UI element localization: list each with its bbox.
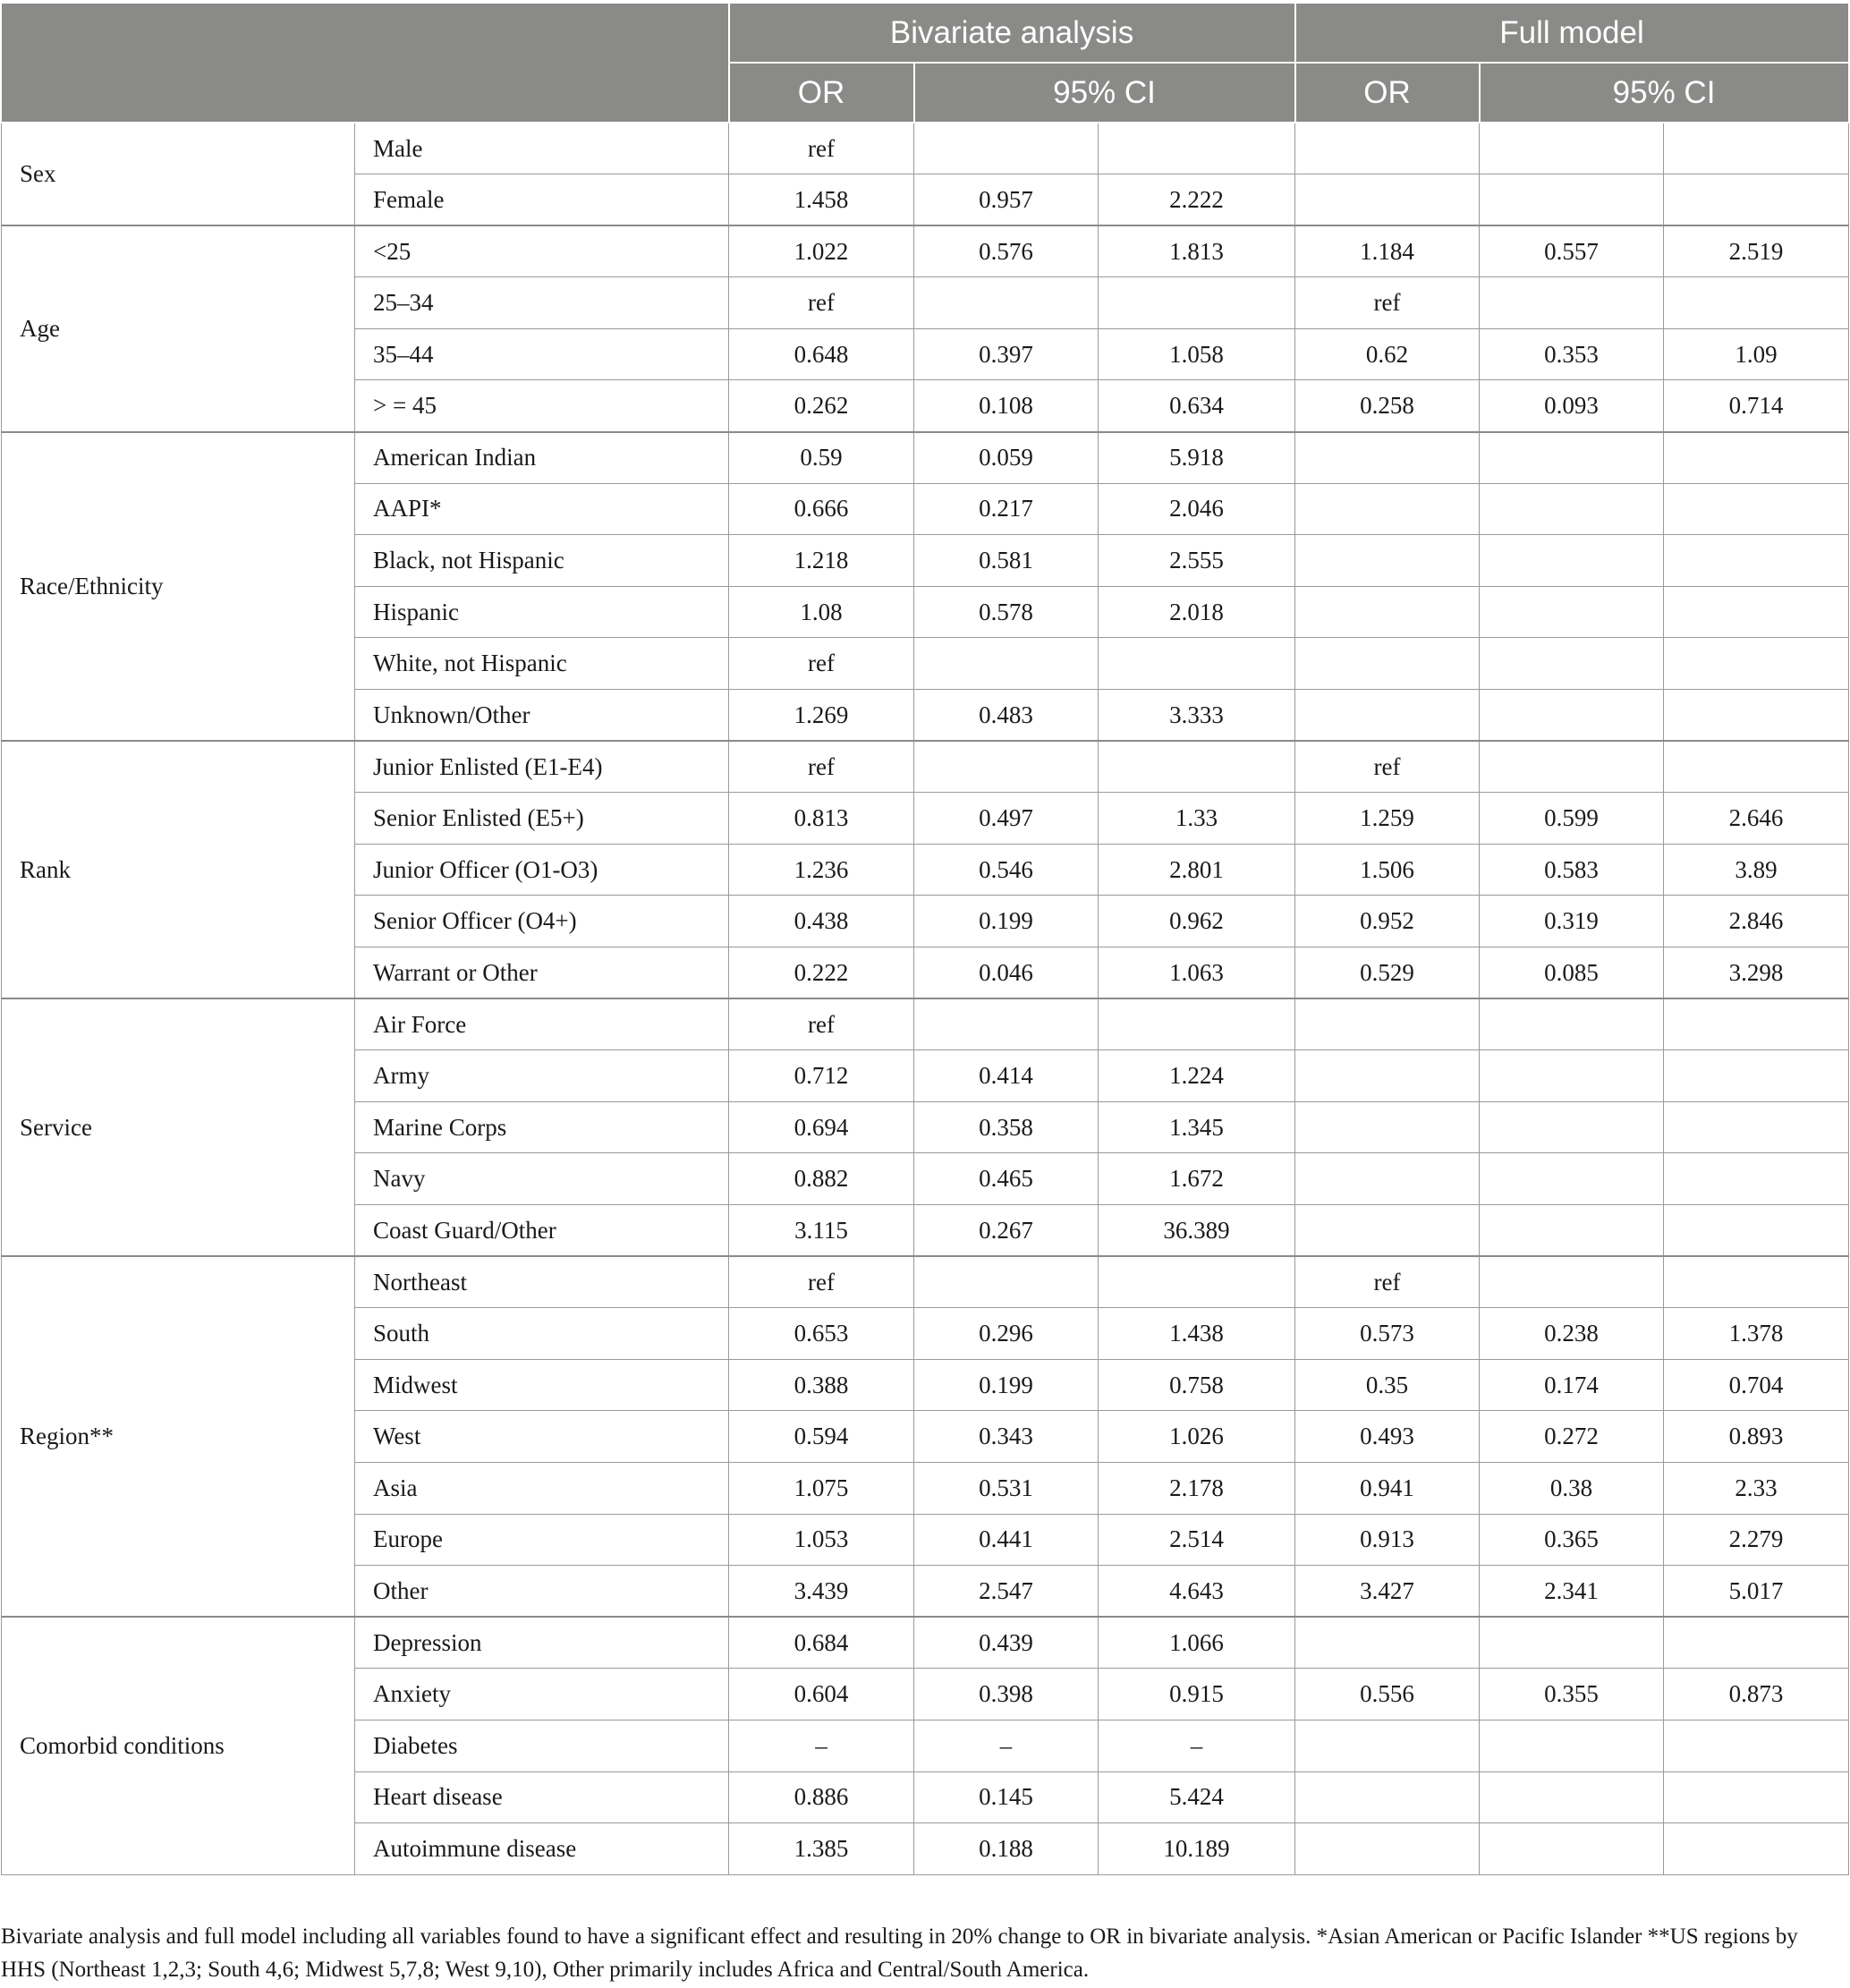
full-ci-low-cell [1480,998,1664,1050]
full-or-cell: 1.259 [1295,793,1480,845]
bivariate-or-cell: 1.458 [729,174,914,226]
full-ci-high-cell: 1.378 [1664,1308,1849,1360]
full-ci-high-cell [1664,638,1849,690]
full-ci-high-cell [1664,123,1849,174]
bivariate-ci-high-cell: 0.758 [1099,1359,1295,1411]
group-label: Comorbid conditions [2,1617,355,1874]
bivariate-ci-high-cell: 1.672 [1099,1153,1295,1205]
full-ci-high-cell [1664,1256,1849,1308]
row-label: Air Force [355,998,729,1050]
full-ci-high-cell: 1.09 [1664,328,1849,380]
full-or-cell: 0.62 [1295,328,1480,380]
bivariate-or-cell: ref [729,277,914,329]
row-label: Midwest [355,1359,729,1411]
group-label: Rank [2,741,355,998]
table-header [2,4,1849,123]
full-ci-low-cell [1480,535,1664,587]
bivariate-ci-low-cell: 0.398 [914,1669,1099,1720]
table-row [2,741,1849,793]
bivariate-ci-low-cell: 0.188 [914,1823,1099,1875]
bivariate-ci-low-cell: 0.414 [914,1050,1099,1102]
row-label: > = 45 [355,380,729,432]
bivariate-ci-low-cell: 0.199 [914,896,1099,947]
full-ci-low-cell: 0.557 [1480,225,1664,277]
full-ci-high-cell [1664,483,1849,535]
bivariate-ci-low-cell: 0.578 [914,586,1099,638]
bivariate-ci-high-cell: 10.189 [1099,1823,1295,1875]
full-ci-high-cell [1664,1720,1849,1771]
full-ci-high-cell [1664,1101,1849,1153]
bivariate-ci-low-cell: 0.497 [914,793,1099,845]
full-ci-low-cell: 0.353 [1480,328,1664,380]
bivariate-ci-low-cell: 0.296 [914,1308,1099,1360]
full-ci-high-cell [1664,432,1849,484]
bivariate-or-cell: ref [729,998,914,1050]
bivariate-ci-low-cell: 2.547 [914,1566,1099,1618]
full-ci-low-cell [1480,277,1664,329]
full-ci-low-cell: 0.238 [1480,1308,1664,1360]
bivariate-ci-high-cell: 2.514 [1099,1514,1295,1566]
bivariate-ci-high-cell: 2.555 [1099,535,1295,587]
full-ci-high-cell [1664,586,1849,638]
full-or-cell: 0.258 [1295,380,1480,432]
full-ci-low-cell [1480,432,1664,484]
row-label: West [355,1411,729,1463]
full-ci-low-cell [1480,1204,1664,1256]
full-ci-high-cell [1664,1617,1849,1669]
bivariate-ci-high-cell [1099,277,1295,329]
full-or-cell [1295,1617,1480,1669]
full-ci-low-cell [1480,1256,1664,1308]
bivariate-or-cell: 0.222 [729,947,914,999]
full-or-cell: 0.941 [1295,1462,1480,1514]
bivariate-ci-low-cell [914,741,1099,793]
bivariate-ci-low-cell: 0.217 [914,483,1099,535]
bivariate-ci-low-cell: 0.581 [914,535,1099,587]
full-or-cell [1295,586,1480,638]
bivariate-ci-high-cell: 5.424 [1099,1771,1295,1823]
table-row [2,432,1849,484]
full-ci-low-cell: 0.319 [1480,896,1664,947]
bivariate-ci-high-cell [1099,1256,1295,1308]
full-ci-low-cell: 0.093 [1480,380,1664,432]
row-label: AAPI* [355,483,729,535]
bivariate-ci-high-cell [1099,638,1295,690]
full-or-cell [1295,1720,1480,1771]
full-ci-low-cell [1480,690,1664,742]
bivariate-or-cell: 1.08 [729,586,914,638]
full-or-cell: 3.427 [1295,1566,1480,1618]
bivariate-ci-high-cell: 1.33 [1099,793,1295,845]
bivariate-or-cell: 0.388 [729,1359,914,1411]
full-or-cell [1295,535,1480,587]
full-ci-low-cell: 0.355 [1480,1669,1664,1720]
bivariate-or-cell: 0.886 [729,1771,914,1823]
row-label: Diabetes [355,1720,729,1771]
bivariate-ci-low-cell [914,277,1099,329]
full-ci-low-cell [1480,1771,1664,1823]
row-label: Junior Enlisted (E1-E4) [355,741,729,793]
bivariate-ci-high-cell: 4.643 [1099,1566,1295,1618]
full-or-cell [1295,998,1480,1050]
group-label: Region** [2,1256,355,1617]
row-label: Navy [355,1153,729,1205]
full-ci-high-cell [1664,998,1849,1050]
row-label: Senior Officer (O4+) [355,896,729,947]
bivariate-ci-low-cell: 0.059 [914,432,1099,484]
bivariate-ci-low-cell [914,998,1099,1050]
row-label: Female [355,174,729,226]
bivariate-or-cell: 0.684 [729,1617,914,1669]
bivariate-or-cell: 0.666 [729,483,914,535]
row-label: American Indian [355,432,729,484]
row-label: Asia [355,1462,729,1514]
full-or-cell [1295,638,1480,690]
row-label: Army [355,1050,729,1102]
header-full-or: OR [1295,63,1480,123]
bivariate-ci-high-cell: 0.634 [1099,380,1295,432]
full-or-cell [1295,1101,1480,1153]
full-ci-high-cell [1664,1204,1849,1256]
bivariate-ci-high-cell: 1.813 [1099,225,1295,277]
table-row [2,1617,1849,1669]
full-ci-high-cell: 2.33 [1664,1462,1849,1514]
full-ci-low-cell [1480,1823,1664,1875]
row-label: White, not Hispanic [355,638,729,690]
full-or-cell [1295,1204,1480,1256]
bivariate-ci-low-cell [914,638,1099,690]
bivariate-ci-low-cell: 0.439 [914,1617,1099,1669]
bivariate-or-cell: ref [729,1256,914,1308]
bivariate-ci-high-cell: 2.046 [1099,483,1295,535]
bivariate-ci-high-cell: 1.345 [1099,1101,1295,1153]
bivariate-or-cell: 1.269 [729,690,914,742]
bivariate-or-cell: 1.236 [729,844,914,896]
group-label: Age [2,225,355,431]
full-ci-low-cell [1480,483,1664,535]
bivariate-ci-high-cell: 1.438 [1099,1308,1295,1360]
bivariate-or-cell: 0.694 [729,1101,914,1153]
bivariate-ci-high-cell [1099,998,1295,1050]
table-row [2,225,1849,277]
bivariate-ci-high-cell: – [1099,1720,1295,1771]
row-label: Black, not Hispanic [355,535,729,587]
bivariate-ci-high-cell: 5.918 [1099,432,1295,484]
bivariate-ci-high-cell: 36.389 [1099,1204,1295,1256]
full-ci-high-cell [1664,1771,1849,1823]
full-ci-high-cell: 0.873 [1664,1669,1849,1720]
bivariate-or-cell: ref [729,123,914,174]
table-body [2,123,1849,1874]
bivariate-ci-low-cell: 0.108 [914,380,1099,432]
bivariate-ci-high-cell: 3.333 [1099,690,1295,742]
table-footnote: Bivariate analysis and full model including all variables found to have a significant effect and resulting in 20% change to OR in bivariate analysis. *Asian American or Pacific Islander **US regions by HHS (Northeast 1,2,3; South 4,6; Midwest 5,7,8; West 9,10), Other primarily includes Africa and Central/South America. [1,1924,1798,1982]
full-ci-low-cell: 0.583 [1480,844,1664,896]
bivariate-or-cell: 1.218 [729,535,914,587]
row-label: Hispanic [355,586,729,638]
odds-ratio-table [1,4,1850,1875]
full-or-cell [1295,432,1480,484]
full-or-cell [1295,1771,1480,1823]
bivariate-or-cell: 1.053 [729,1514,914,1566]
full-or-cell: 0.529 [1295,947,1480,999]
row-label: Europe [355,1514,729,1566]
full-ci-low-cell [1480,1617,1664,1669]
row-label: South [355,1308,729,1360]
row-label: Marine Corps [355,1101,729,1153]
bivariate-ci-high-cell: 0.962 [1099,896,1295,947]
row-label: Junior Officer (O1-O3) [355,844,729,896]
bivariate-ci-low-cell [914,123,1099,174]
full-or-cell: 0.952 [1295,896,1480,947]
bivariate-ci-high-cell: 2.222 [1099,174,1295,226]
bivariate-or-cell: 0.262 [729,380,914,432]
full-or-cell [1295,123,1480,174]
full-ci-high-cell [1664,741,1849,793]
full-ci-high-cell [1664,277,1849,329]
full-or-cell: 0.556 [1295,1669,1480,1720]
full-ci-low-cell: 0.085 [1480,947,1664,999]
full-or-cell: 1.184 [1295,225,1480,277]
full-ci-low-cell [1480,638,1664,690]
bivariate-ci-low-cell: 0.483 [914,690,1099,742]
row-label: Warrant or Other [355,947,729,999]
row-label: <25 [355,225,729,277]
table-row [2,123,1849,174]
bivariate-or-cell: 3.439 [729,1566,914,1618]
full-ci-low-cell: 0.38 [1480,1462,1664,1514]
bivariate-or-cell: 0.59 [729,432,914,484]
bivariate-or-cell: 0.648 [729,328,914,380]
row-label: 35–44 [355,328,729,380]
row-label: Heart disease [355,1771,729,1823]
bivariate-or-cell: 1.075 [729,1462,914,1514]
bivariate-ci-high-cell [1099,741,1295,793]
bivariate-or-cell: 0.604 [729,1669,914,1720]
bivariate-ci-high-cell: 1.058 [1099,328,1295,380]
row-label: Northeast [355,1256,729,1308]
bivariate-ci-low-cell: 0.546 [914,844,1099,896]
full-ci-low-cell [1480,1050,1664,1102]
bivariate-ci-low-cell: 0.199 [914,1359,1099,1411]
bivariate-or-cell: ref [729,741,914,793]
bivariate-ci-low-cell [914,1256,1099,1308]
bivariate-ci-low-cell: 0.397 [914,328,1099,380]
bivariate-or-cell: 0.712 [729,1050,914,1102]
header-bivariate: Bivariate analysis [729,4,1295,63]
bivariate-ci-high-cell [1099,123,1295,174]
full-ci-low-cell [1480,174,1664,226]
full-ci-high-cell: 0.704 [1664,1359,1849,1411]
group-label: Sex [2,123,355,225]
group-label: Service [2,998,355,1256]
bivariate-ci-low-cell: 0.465 [914,1153,1099,1205]
bivariate-ci-low-cell: 0.576 [914,225,1099,277]
full-or-cell [1295,690,1480,742]
full-ci-high-cell: 2.279 [1664,1514,1849,1566]
bivariate-ci-low-cell: 0.957 [914,174,1099,226]
group-label: Race/Ethnicity [2,432,355,742]
header-blank-cell [2,4,729,123]
row-label: Anxiety [355,1669,729,1720]
bivariate-ci-low-cell: 0.441 [914,1514,1099,1566]
full-or-cell: ref [1295,1256,1480,1308]
full-ci-low-cell: 0.174 [1480,1359,1664,1411]
bivariate-ci-high-cell: 2.801 [1099,844,1295,896]
full-or-cell: 0.913 [1295,1514,1480,1566]
full-ci-high-cell: 2.846 [1664,896,1849,947]
bivariate-ci-low-cell: 0.267 [914,1204,1099,1256]
full-or-cell: 0.493 [1295,1411,1480,1463]
row-label: Unknown/Other [355,690,729,742]
full-ci-high-cell: 3.89 [1664,844,1849,896]
full-ci-high-cell [1664,1050,1849,1102]
header-bivariate-ci: 95% CI [914,63,1295,123]
bivariate-or-cell: 3.115 [729,1204,914,1256]
full-or-cell: ref [1295,741,1480,793]
full-ci-high-cell [1664,535,1849,587]
bivariate-or-cell: – [729,1720,914,1771]
full-ci-high-cell [1664,1823,1849,1875]
full-ci-low-cell [1480,1720,1664,1771]
bivariate-ci-low-cell: 0.358 [914,1101,1099,1153]
bivariate-ci-low-cell: 0.046 [914,947,1099,999]
bivariate-or-cell: 1.385 [729,1823,914,1875]
bivariate-ci-low-cell: 0.145 [914,1771,1099,1823]
full-ci-low-cell [1480,741,1664,793]
bivariate-ci-high-cell: 2.018 [1099,586,1295,638]
bivariate-or-cell: 0.882 [729,1153,914,1205]
row-label: 25–34 [355,277,729,329]
bivariate-ci-high-cell: 1.066 [1099,1617,1295,1669]
full-ci-low-cell: 0.272 [1480,1411,1664,1463]
full-or-cell: 0.573 [1295,1308,1480,1360]
bivariate-or-cell: ref [729,638,914,690]
full-ci-high-cell: 0.893 [1664,1411,1849,1463]
full-ci-high-cell [1664,690,1849,742]
bivariate-or-cell: 1.022 [729,225,914,277]
bivariate-or-cell: 0.813 [729,793,914,845]
full-ci-low-cell [1480,586,1664,638]
bivariate-ci-low-cell: 0.531 [914,1462,1099,1514]
full-ci-low-cell: 0.365 [1480,1514,1664,1566]
row-label: Autoimmune disease [355,1823,729,1875]
header-full-ci: 95% CI [1480,63,1849,123]
bivariate-ci-low-cell: 0.343 [914,1411,1099,1463]
bivariate-ci-high-cell: 1.026 [1099,1411,1295,1463]
row-label: Senior Enlisted (E5+) [355,793,729,845]
full-ci-low-cell: 2.341 [1480,1566,1664,1618]
bivariate-ci-high-cell: 2.178 [1099,1462,1295,1514]
full-or-cell [1295,1050,1480,1102]
bivariate-ci-high-cell: 1.063 [1099,947,1295,999]
full-ci-high-cell: 2.519 [1664,225,1849,277]
full-ci-high-cell: 0.714 [1664,380,1849,432]
full-ci-high-cell: 3.298 [1664,947,1849,999]
full-or-cell: ref [1295,277,1480,329]
bivariate-or-cell: 0.653 [729,1308,914,1360]
row-label: Coast Guard/Other [355,1204,729,1256]
header-full-model: Full model [1295,4,1849,63]
full-ci-low-cell [1480,1153,1664,1205]
header-bivariate-or: OR [729,63,914,123]
bivariate-ci-low-cell: – [914,1720,1099,1771]
full-or-cell [1295,1823,1480,1875]
full-ci-high-cell [1664,174,1849,226]
bivariate-or-cell: 0.438 [729,896,914,947]
bivariate-or-cell: 0.594 [729,1411,914,1463]
full-ci-low-cell: 0.599 [1480,793,1664,845]
full-ci-high-cell [1664,1153,1849,1205]
row-label: Male [355,123,729,174]
full-or-cell: 0.35 [1295,1359,1480,1411]
table-row [2,998,1849,1050]
full-ci-low-cell [1480,1101,1664,1153]
full-ci-high-cell: 2.646 [1664,793,1849,845]
row-label: Depression [355,1617,729,1669]
full-ci-low-cell [1480,123,1664,174]
full-or-cell [1295,1153,1480,1205]
bivariate-ci-high-cell: 0.915 [1099,1669,1295,1720]
full-or-cell [1295,174,1480,226]
bivariate-ci-high-cell: 1.224 [1099,1050,1295,1102]
table-row [2,1256,1849,1308]
full-or-cell [1295,483,1480,535]
full-or-cell: 1.506 [1295,844,1480,896]
row-label: Other [355,1566,729,1618]
full-ci-high-cell: 5.017 [1664,1566,1849,1618]
